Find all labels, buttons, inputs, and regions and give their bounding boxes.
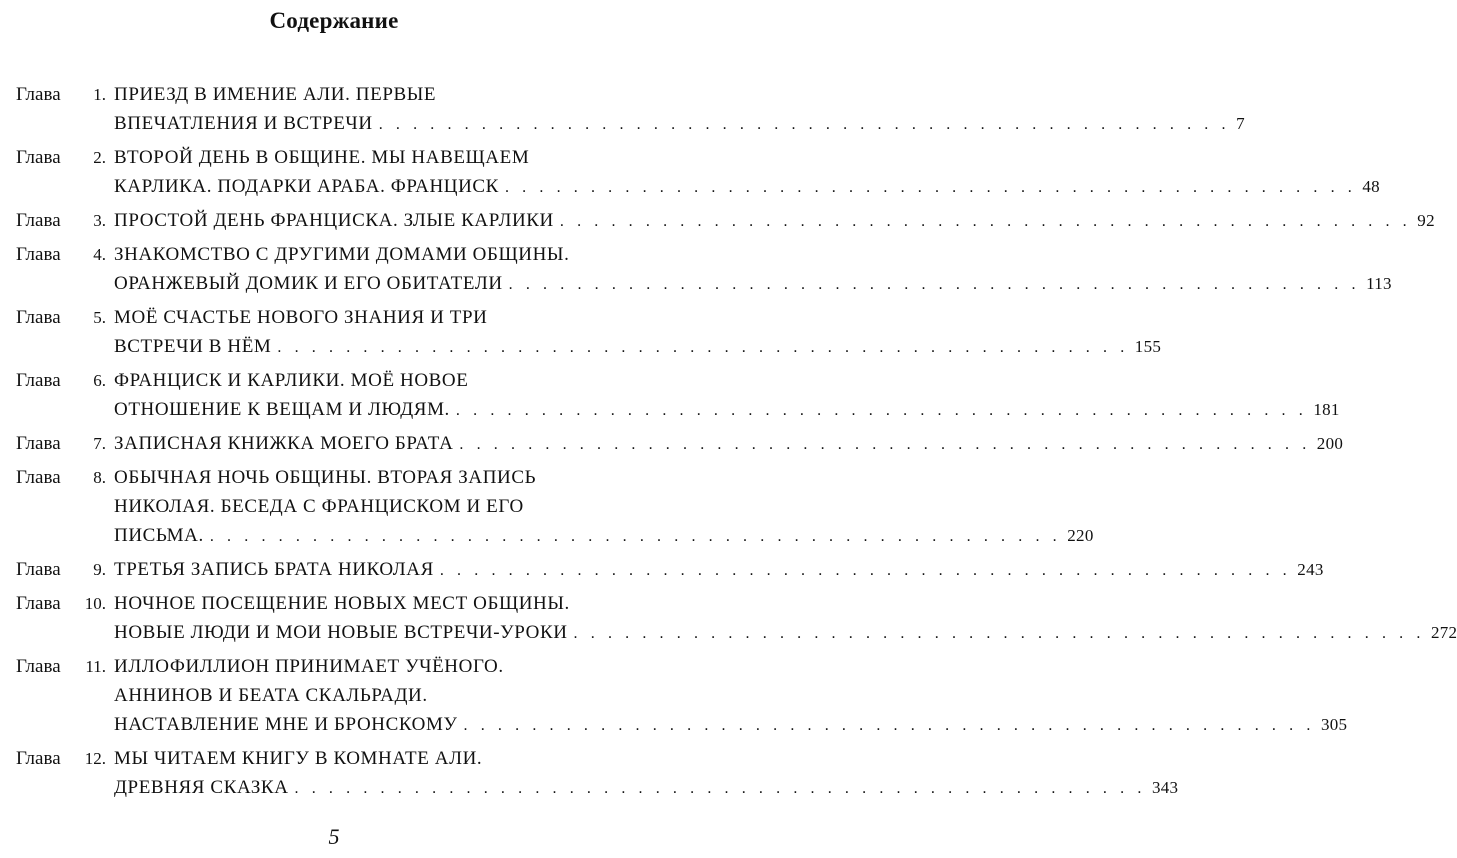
dot-leader: . . . . . . . . . . . . . . . . . . . . . . . . . . . . . . . . . . . . . . . . . . . . . . . . . . (559, 213, 1412, 230)
chapter-title-line: ВТОРОЙ ДЕНЬ В ОБЩИНЕ. МЫ НАВЕЩАЕМ (114, 147, 530, 168)
chapter-word: Глава (16, 147, 61, 168)
chapter-number: 12. (84, 749, 106, 768)
chapter-title-line: НОЧНОЕ ПОСЕЩЕНИЕ НОВЫХ МЕСТ ОБЩИНЫ. (114, 593, 570, 614)
chapter-title (114, 744, 1179, 803)
chapter-title (114, 80, 1245, 139)
chapter-word: Глава (16, 84, 61, 105)
dot-leader: . . . . . . . . . . . . . . . . . . . . . . . . . . . . . . . . . . . . . . . . . . . . . . . . . . (508, 276, 1361, 293)
chapter-title-line: ФРАНЦИСК И КАРЛИКИ. МОЁ НОВОЕ (114, 370, 469, 391)
toc-entry (16, 463, 1094, 551)
page-ref: 7 (1236, 114, 1245, 133)
toc-entry (16, 429, 1344, 459)
toc-entry (16, 80, 1245, 139)
chapter-title (114, 555, 1324, 585)
toc-entry (16, 555, 1324, 585)
chapter-title-last-line (114, 332, 1162, 362)
dot-leader: . . . . . . . . . . . . . . . . . . . . . . . . . . . . . . . . . . . . . . . . . . . . . . . . . . (209, 528, 1062, 545)
chapter-word: Глава (16, 307, 61, 328)
chapter-title (114, 652, 1348, 740)
chapter-title (114, 206, 1435, 236)
chapter-number: 8. (93, 468, 106, 487)
page-ref: 48 (1362, 177, 1380, 196)
toc-entry (16, 206, 1435, 236)
dot-leader: . . . . . . . . . . . . . . . . . . . . . . . . . . . . . . . . . . . . . . . . . . . . . . . . . . (455, 402, 1308, 419)
chapter-title-line: ПИСЬМА. (114, 525, 204, 546)
page-ref: 220 (1067, 526, 1094, 545)
page-ref: 200 (1316, 434, 1344, 453)
chapter-title (114, 143, 1380, 202)
chapter-number: 9. (93, 560, 106, 579)
page-ref: 113 (1366, 274, 1392, 293)
dot-leader: . . . . . . . . . . . . . . . . . . . . . . . . . . . . . . . . . . . . . . . . . . . . . . . . . . (573, 625, 1425, 642)
chapter-word: Глава (16, 370, 61, 391)
page-ref: 305 (1320, 715, 1348, 734)
chapter-title-line: МОЁ СЧАСТЬЕ НОВОГО ЗНАНИЯ И ТРИ (114, 307, 488, 328)
dot-leader: . . . . . . . . . . . . . . . . . . . . . . . . . . . . . . . . . . . . . . . . . . . . . . . . . . (378, 116, 1231, 133)
chapter-number: 10. (84, 594, 106, 613)
chapter-title-line: ВПЕЧАТЛЕНИЯ И ВСТРЕЧИ (114, 113, 373, 134)
chapter-title-line: ИЛЛОФИЛЛИОН ПРИНИМАЕТ УЧЁНОГО. (114, 656, 504, 677)
toc-entry (16, 366, 1340, 425)
chapter-number: 1. (93, 85, 106, 104)
chapter-title-line: НОВЫЕ ЛЮДИ И МОИ НОВЫЕ ВСТРЕЧИ-УРОКИ (114, 622, 568, 643)
chapter-number: 2. (93, 148, 106, 167)
chapter-title-line: МЫ ЧИТАЕМ КНИГУ В КОМНАТЕ АЛИ. (114, 748, 483, 769)
chapter-title-line: НИКОЛАЯ. БЕСЕДА С ФРАНЦИСКОМ И ЕГО (114, 496, 524, 517)
toc-entry (16, 143, 1380, 202)
chapter-title-line: ПРОСТОЙ ДЕНЬ ФРАНЦИСКА. ЗЛЫЕ КАРЛИКИ (114, 210, 554, 231)
chapter-title-line: НАСТАВЛЕНИЕ МНЕ И БРОНСКОМУ (114, 714, 458, 735)
dot-leader: . . . . . . . . . . . . . . . . . . . . . . . . . . . . . . . . . . . . . . . . . . . . . . . . . . (294, 780, 1146, 797)
chapter-title (114, 303, 1162, 362)
chapter-title (114, 240, 1392, 299)
page-ref: 343 (1151, 778, 1179, 797)
chapter-title-last-line (114, 395, 1340, 425)
chapter-title-line: ОРАНЖЕВЫЙ ДОМИК И ЕГО ОБИТАТЕЛИ (114, 273, 503, 294)
dot-leader: . . . . . . . . . . . . . . . . . . . . . . . . . . . . . . . . . . . . . . . . . . . . . . . . . . (463, 717, 1315, 734)
chapter-number: 3. (93, 211, 106, 230)
chapter-title-line: АННИНОВ И БЕАТА СКАЛЬРАДИ. (114, 685, 428, 706)
toc-entry (16, 240, 1392, 299)
chapter-title-last-line (114, 172, 1380, 202)
toc-entry (16, 589, 1457, 648)
chapter-word: Глава (16, 210, 61, 231)
chapter-title-last-line (114, 521, 1094, 551)
chapter-title-line: ПРИЕЗД В ИМЕНИЕ АЛИ. ПЕРВЫЕ (114, 84, 437, 105)
chapter-title (114, 463, 1094, 551)
chapter-title-line: ЗАПИСНАЯ КНИЖКА МОЕГО БРАТА (114, 433, 454, 454)
dot-leader: . . . . . . . . . . . . . . . . . . . . . . . . . . . . . . . . . . . . . . . . . . . . . . . . . . (504, 179, 1357, 196)
chapter-number: 5. (93, 308, 106, 327)
page-ref: 92 (1417, 211, 1435, 230)
chapter-word: Глава (16, 244, 61, 265)
toc-entry (16, 652, 1348, 740)
page-number: 5 (328, 824, 340, 849)
toc-entry (16, 744, 1179, 803)
chapter-title-last-line (114, 429, 1344, 459)
chapter-title-line: ДРЕВНЯЯ СКАЗКА (114, 777, 289, 798)
chapter-word: Глава (16, 433, 61, 454)
chapter-title-line: ОБЫЧНАЯ НОЧЬ ОБЩИНЫ. ВТОРАЯ ЗАПИСЬ (114, 467, 537, 488)
dot-leader: . . . . . . . . . . . . . . . . . . . . . . . . . . . . . . . . . . . . . . . . . . . . . . . . . . (459, 436, 1311, 453)
dot-leader: . . . . . . . . . . . . . . . . . . . . . . . . . . . . . . . . . . . . . . . . . . . . . . . . . . (439, 562, 1292, 579)
chapter-word: Глава (16, 559, 61, 580)
chapter-word: Глава (16, 748, 61, 769)
chapter-title-last-line (114, 555, 1324, 585)
chapter-title-line: КАРЛИКА. ПОДАРКИ АРАБА. ФРАНЦИСК (114, 176, 499, 197)
chapter-title-last-line (114, 618, 1457, 648)
toc-entry (16, 303, 1162, 362)
chapter-number: 4. (93, 245, 106, 264)
chapter-number: 11. (85, 657, 106, 676)
page-ref: 243 (1297, 560, 1324, 579)
dot-leader: . . . . . . . . . . . . . . . . . . . . . . . . . . . . . . . . . . . . . . . . . . . . . . . . . . (277, 339, 1129, 356)
chapter-title (114, 589, 1457, 648)
chapter-title-last-line (114, 109, 1245, 139)
chapter-title-last-line (114, 710, 1348, 740)
page-ref: 181 (1313, 400, 1340, 419)
page-ref: 155 (1134, 337, 1162, 356)
chapter-title-line: ВСТРЕЧИ В НЁМ (114, 336, 272, 357)
page-title: Содержание (269, 8, 399, 33)
chapter-title-last-line (114, 206, 1435, 236)
chapter-word: Глава (16, 656, 61, 677)
chapter-title-last-line (114, 773, 1179, 803)
chapter-number: 7. (93, 434, 106, 453)
chapter-title (114, 366, 1340, 425)
page-ref: 272 (1430, 623, 1457, 642)
chapter-title-line: ЗНАКОМСТВО С ДРУГИМИ ДОМАМИ ОБЩИНЫ. (114, 244, 570, 265)
chapter-word: Глава (16, 593, 61, 614)
chapter-word: Глава (16, 467, 61, 488)
chapter-number: 6. (93, 371, 106, 390)
chapter-title-last-line (114, 269, 1392, 299)
chapter-title-line: ОТНОШЕНИЕ К ВЕЩАМ И ЛЮДЯМ. (114, 399, 450, 420)
table-of-contents (16, 80, 1457, 803)
chapter-title-line: ТРЕТЬЯ ЗАПИСЬ БРАТА НИКОЛАЯ (114, 559, 434, 580)
chapter-title (114, 429, 1344, 459)
